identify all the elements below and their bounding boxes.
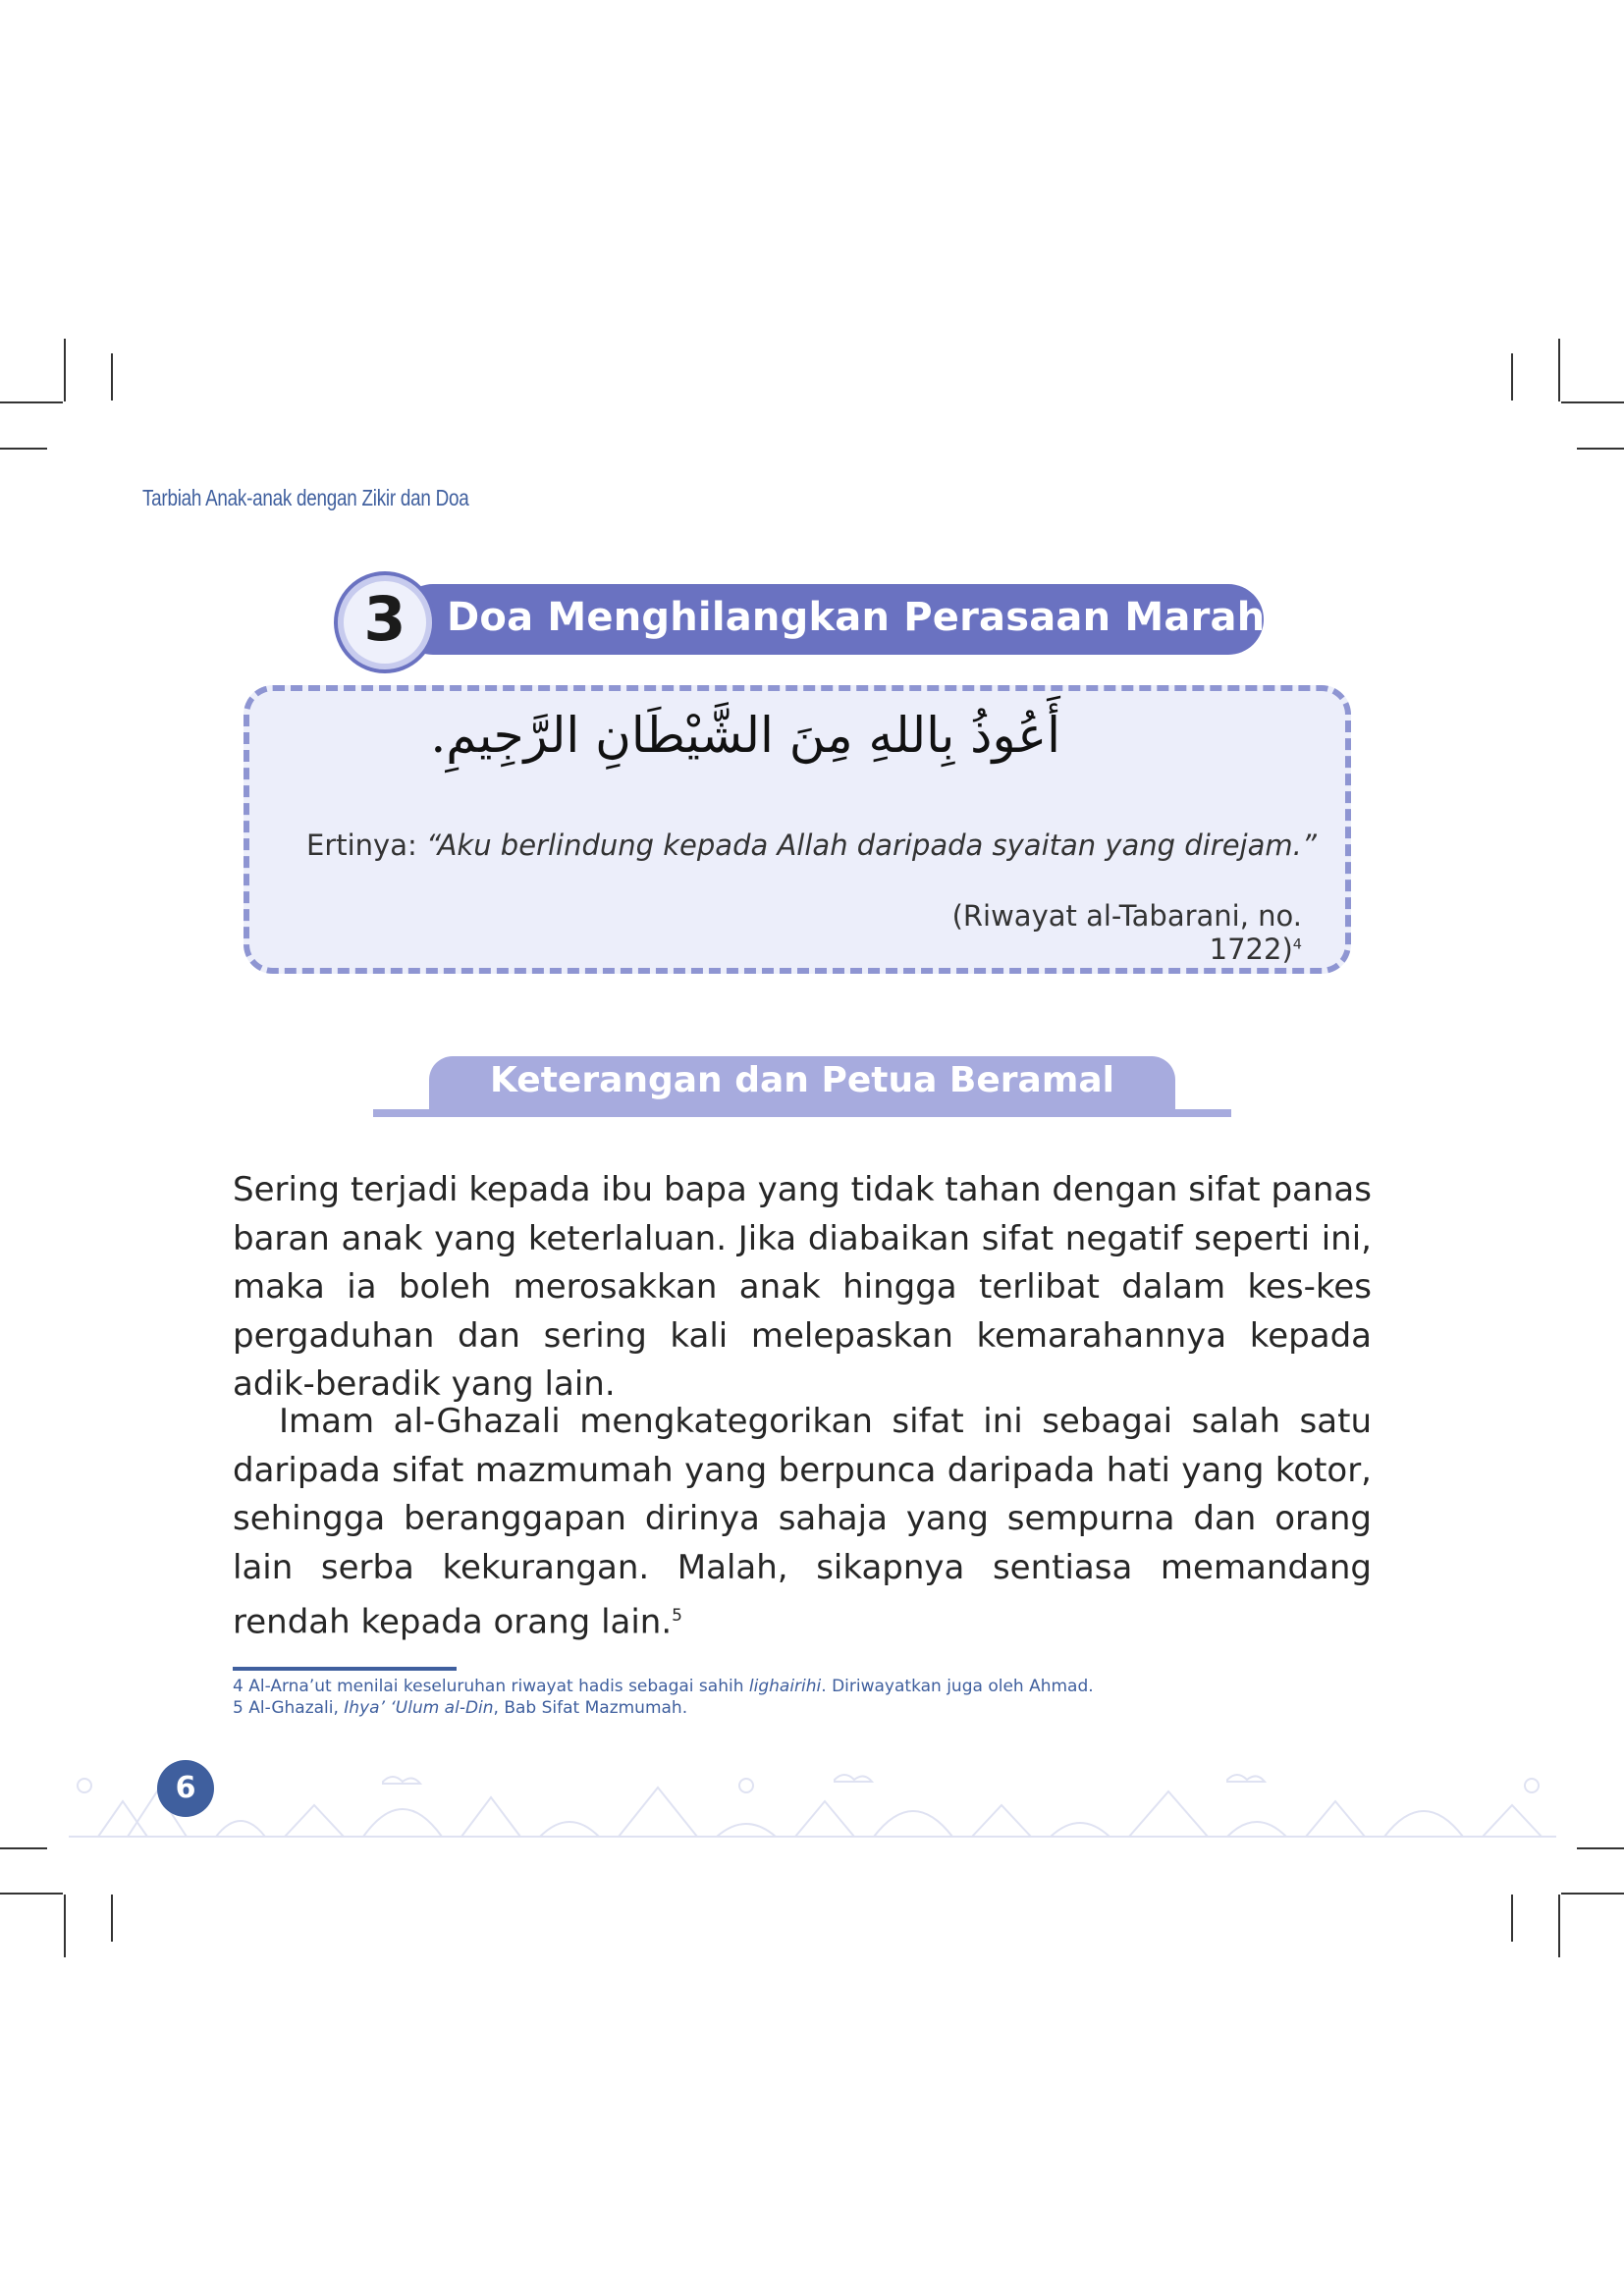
footnote-italic: lighairihi: [748, 1677, 822, 1696]
paragraph-2: [233, 1398, 1372, 1647]
section-title: Doa Menghilangkan Perasaan Marah: [447, 595, 1266, 640]
crop-mark: [1561, 401, 1624, 403]
footnote-text: 5 Al-Ghazali,: [233, 1698, 345, 1718]
footnote-text: , Bab Sifat Mazmumah.: [493, 1698, 688, 1718]
doa-arabic: أَعُوذُ بِاللهِ مِنَ الشَّيْطَانِ الرَّجِيمِ.: [430, 707, 1060, 764]
crop-mark: [1511, 353, 1513, 400]
crop-mark: [64, 339, 66, 401]
crop-mark: [111, 1895, 113, 1942]
paragraph-1: Sering terjadi kepada ibu bapa yang tidak tahan dengan sifat panas baran anak yang keterlaluan. Jika diabaikan sifat negatif seperti ini, maka ia boleh merosakkan anak hingga terlibat dalam kes-kes pergaduhan dan sering kali melepaskan kemarahannya kepada adik-beradik yang lain.: [233, 1170, 1372, 1404]
footnote-4: [233, 1677, 1094, 1696]
doa-translation: [306, 828, 1317, 862]
subheading: Keterangan dan Petua Beramal: [490, 1060, 1114, 1100]
footnote-ref[interactable]: 5: [672, 1606, 682, 1626]
crop-mark: [1577, 448, 1624, 450]
footnote-italic: Ihya’ ‘Ulum al-Din: [344, 1698, 494, 1718]
decorative-landscape-border: [69, 1762, 1556, 1841]
running-head: Tarbiah Anak-anak dengan Zikir dan Doa: [142, 485, 469, 510]
crop-mark: [0, 448, 47, 450]
doa-source: [854, 899, 1302, 966]
crop-mark: [1577, 1847, 1624, 1849]
crop-mark: [64, 1895, 66, 1957]
crop-mark: [0, 1893, 63, 1895]
page-number: 6: [157, 1760, 214, 1817]
footnote-text: 4 Al-Arna’ut menilai keseluruhan riwayat hadis sebagai sahih: [233, 1677, 749, 1696]
footnote-rule: [233, 1667, 457, 1671]
source-text: (Riwayat al-Tabarani, no. 1722): [951, 899, 1302, 966]
crop-mark: [111, 353, 113, 400]
crop-mark: [1511, 1895, 1513, 1942]
crop-mark: [1558, 339, 1560, 401]
footnote-ref[interactable]: 4: [1292, 936, 1302, 953]
footnote-5: [233, 1698, 687, 1718]
section-number: 3: [363, 583, 406, 655]
crop-mark: [1561, 1893, 1624, 1895]
translation-text: “Aku berlindung kepada Allah daripada syaitan yang direjam.”: [425, 828, 1317, 862]
crop-mark: [1558, 1895, 1560, 1957]
crop-mark: [0, 1847, 47, 1849]
subheading-underline: [373, 1109, 1231, 1117]
crop-mark: [0, 401, 63, 403]
translation-label: Ertinya:: [306, 828, 417, 862]
footnote-text: . Diriwayatkan juga oleh Ahmad.: [821, 1677, 1094, 1696]
paragraph-2-text: Imam al-Ghazali mengkategorikan sifat ini sebagai salah satu daripada sifat mazmumah yang berpunca daripada hati yang kotor, sehingga beranggapan dirinya sahaja yang sempurna dan orang lain serba kekurangan. Malah, sikapnya sentiasa memandang rendah kepada orang lain.: [233, 1402, 1372, 1642]
section-number-badge: [334, 571, 436, 673]
